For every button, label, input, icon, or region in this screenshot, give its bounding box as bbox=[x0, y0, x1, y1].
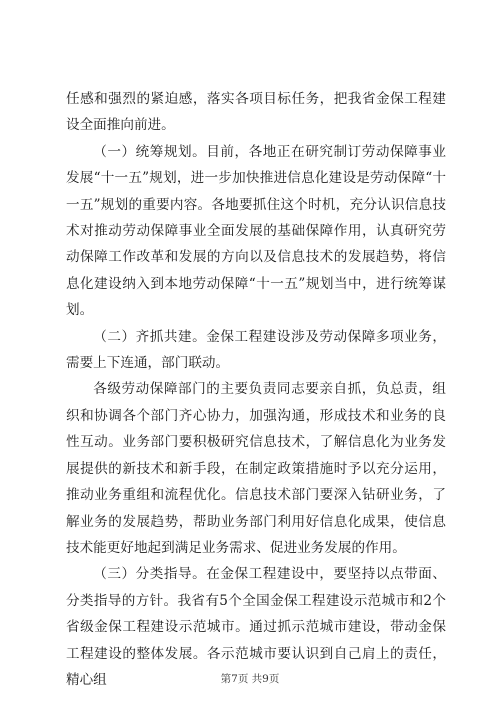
paragraph-department-coordination: 各级劳动保障部门的主要负责同志要亲自抓，负总责，组织和协调各个部门齐心协力，加强沟通，形成技术和业务的良性互动。业务部门要积极研究信息技术，了解信息化为业务发展提供的新技术和新手段，在制定政策措施时予以充分运用，推动业务重组和流程优化。信息技术部门要深入钻研业务，了解业务的发展趋势，帮助业务部门利用好信息化成果，使信息技术能更好地起到满足业务需求、促进业务发展的作用。 bbox=[66, 381, 446, 556]
body-text bbox=[66, 86, 446, 693]
paragraph-classified-guidance: （三）分类指导。在金保工程建设中，要坚持以点带面、分类指导的方针。我省有5个全国金保工程建设示范城市和2个省级金保工程建设示范城市。通过抓示范城市建设，带动金保工程建设的整体发展。各示范城市要认识到自己肩上的责任，精心组 bbox=[66, 566, 446, 688]
page-number-footer: 第7页 共9页 bbox=[220, 673, 280, 685]
paragraph-continuation: 任感和强烈的紧迫感，落实各项目标任务，把我省金保工程建设全面推向前进。 bbox=[66, 91, 446, 134]
paragraph-joint-construction: （二）齐抓共建。金保工程建设涉及劳动保障多项业务，需要上下连通，部门联动。 bbox=[66, 328, 446, 372]
paragraph-overall-planning: （一）统筹规划。目前，各地正在研究制订劳动保障事业发展“十一五”规划，进一步加快推进信息化建设是劳动保障“十一五”规划的重要内容。各地要抓住这个时机，充分认识信息技术对推动劳动保障事业全面发展的基础保障作用，认真研究劳动保障工作改革和发展的方向以及信息技术的发展趋势，将信息化建设纳入到本地劳动保障“十一五”规划当中，进行统筹谋划。 bbox=[66, 143, 446, 319]
